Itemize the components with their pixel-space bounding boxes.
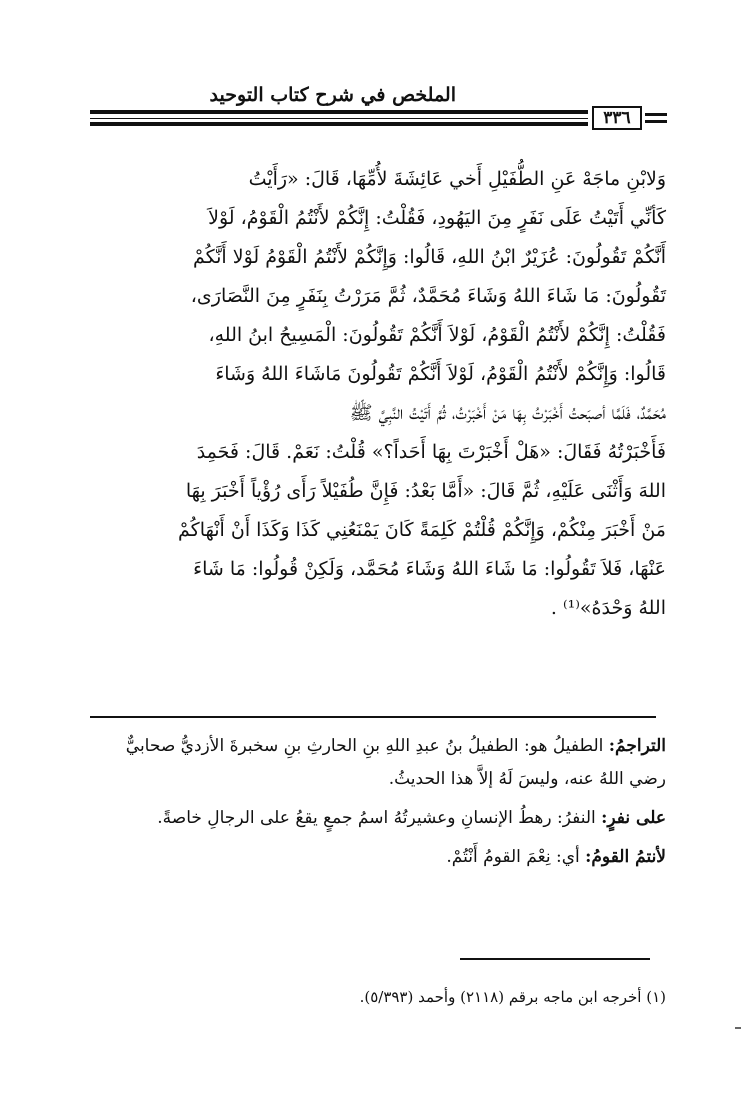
note-biographies <box>92 730 666 796</box>
running-title: الملخص في شرح كتاب التوحيد <box>209 84 456 106</box>
footnote-divider <box>460 958 650 960</box>
text-line: فَقُلْتُ: إِنَّكُمْ لأَنْتُمُ الْقَوْمُ، لَوْلاَ أَنَّكُمْ تَقُولُونَ: الْمَسِيحُ ابنُ اللهِ، <box>208 324 666 346</box>
text-line: فَأَخْبَرْتُهُ فَقَالَ: «هَلْ أَخْبَرْتَ بِهَا أَحَداً؟» قُلْتُ: نَعَمْ. قَالَ: فَحَمِدَ <box>196 441 666 463</box>
note-term: لأنتمُ القومُ: <box>585 847 666 867</box>
hadith-text <box>92 160 666 628</box>
note-text: النفرُ: رهطُ الإنسانِ وعشيرتُهُ اسمُ جمعٍ يقعُ على الرجالِ خاصةً. <box>157 808 602 828</box>
text-line: وَلابْنِ ماجَهْ عَنِ الطُّفَيْلِ أَخي عَائِشَةَ لأُمِّهَا، قَالَ: «رَأَيْتُ <box>248 168 666 190</box>
header-edge-bar-top <box>645 113 667 116</box>
note-term: على نفرٍ: <box>601 808 666 828</box>
text-line: اللهُ وَحْدَهُ»⁽¹⁾ . <box>550 597 666 619</box>
text-line: تَقُولُونَ: مَا شَاءَ اللهُ وَشَاءَ مُحَمَّدٌ، ثُمَّ مَرَرْتُ بِنَفَرٍ مِنَ النَّصَارَى، <box>190 285 666 307</box>
note-nafar <box>92 802 666 835</box>
text-line: كَأنِّي أَتَيْتُ عَلَى نَفَرٍ مِنَ اليَهُودِ، فَقُلْتُ: إِنَّكُمْ لأَنْتُمُ الْقَوْمُ، لَوْلاَ <box>208 207 666 229</box>
note-term: التراجمُ: <box>608 736 666 756</box>
text-line: قَالُوا: وَإِنَّكُمْ لأَنْتُمُ الْقَوْمُ، لَوْلاَ أَنَّكُمْ تَقُولُونَ مَاشَاءَ اللهُ وَشَاءَ <box>215 363 666 385</box>
header-edge-bar-bottom <box>645 120 667 123</box>
text-line: عَنْهَا، فَلاَ تَقُولُوا: مَا شَاءَ اللهُ وَشَاءَ مُحَمَّد، وَلَكِنْ قُولُوا: مَا شَاءَ <box>193 558 666 580</box>
note-al-qawm <box>92 841 666 874</box>
text-line: أَنَّكُمْ تَقُولُونَ: عُزَيْرٌ ابْنُ اللهِ، قَالُوا: وَإِنَّكُمْ لأَنْتُمُ الْقَوْمُ لَوْلا أَنَّكُمْ <box>192 246 666 268</box>
margin-mark <box>735 1027 741 1029</box>
page-number: ٣٣٦ <box>592 106 642 130</box>
notes-section <box>92 730 666 880</box>
note-text: أي: نِعْمَ القومُ أَنْتُمْ. <box>446 847 586 867</box>
header-rule-thick <box>90 110 588 114</box>
text-line: اللهَ وَأَثْنَى عَلَيْهِ، ثُمَّ قَالَ: «أَمَّا بَعْدُ: فَإِنَّ طُفَيْلاً رَأَى رُؤْياً أَخْبَرَ بِهَا <box>185 480 666 502</box>
text-line: مُحَمَّدٌ، فَلَمَّا أصبَحتُ أَخْبَرْتُ بِهَا مَنْ أَخْبَرْتُ، ثُمَّ أَتَيْتُ النَّبِيَّ ﷺ <box>349 402 666 424</box>
notes-divider <box>90 716 656 718</box>
header-rule-thin <box>90 118 588 119</box>
text-line: مَنْ أَخْبَرَ مِنْكُمْ، وَإِنَّكُمْ قُلْتُمْ كَلِمَةً كَانَ يَمْنَعُنِي كَذَا وَكَذَا أَنْ أَنْهَاكُمْ <box>178 519 666 541</box>
footnote: (١) أخرجه ابن ماجه برقم (٢١١٨) وأحمد (٥/٣٩٣). <box>359 988 666 1006</box>
header-rule-bottom <box>90 122 588 126</box>
note-text: الطفيلُ هو: الطفيلُ بنُ عبدِ اللهِ بنِ الحارثِ بنِ سخبرةَ الأزديُّ صحابيٌّ رضي اللهُ عنه، وليسَ لَهُ إلاَّ هذا الحديثُ. <box>125 736 666 789</box>
